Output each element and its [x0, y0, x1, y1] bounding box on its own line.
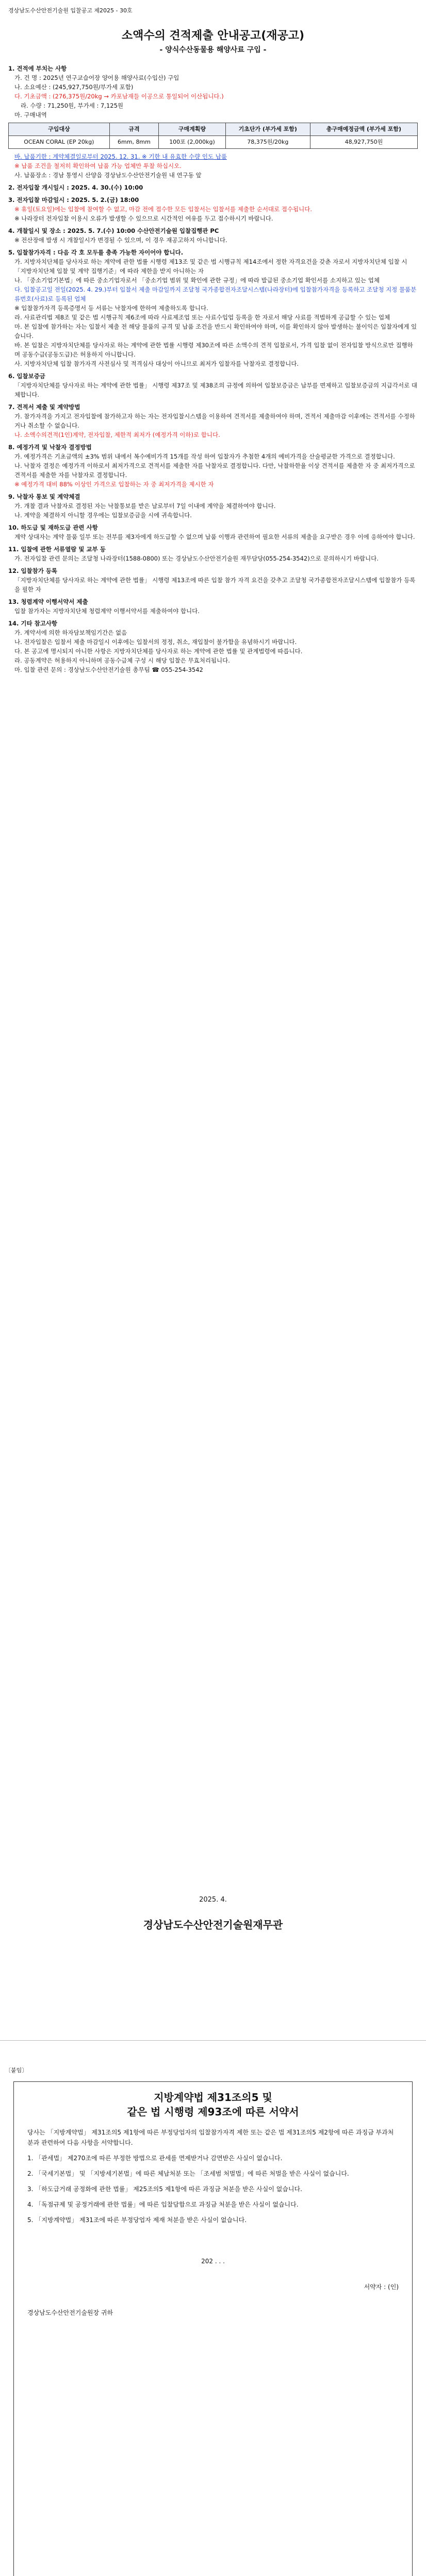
page-divider	[0, 2040, 426, 2041]
form-item: 2. 「국세기본법」 및 「지방세기본법」에 따른 체납처분 또는 「조세범 처벌법」에 따른 처벌을 받은 사실이 없습니다.	[27, 2170, 349, 2177]
table-header: 구매계획량	[159, 123, 226, 136]
notice-date: 2025. 4.	[199, 1896, 227, 1904]
pledge-form	[13, 2081, 413, 2576]
form-title-line: 지방계약법 제31조의5 및	[154, 2091, 272, 2104]
sec1-line: 다. 기초금액 : (276,375원/20kg → 카포남재들 이공으로 통일되어 이산됩니다.)	[14, 93, 224, 100]
sec1-note: ※ 납품 조건을 철저히 확인하여 납품 가능 업체만 투찰 하십시오.	[14, 162, 182, 170]
sec6-text: 「지방자치단체를 당사자로 하는 계약에 관한 법률」 시행령 제37조 및 제38조의 규정에 의하여 입찰보증금은 납부를 면제하고 입찰보증금의 지급각서로 대체합니다.	[14, 382, 417, 398]
table-cell: 48,927,750원	[310, 136, 417, 149]
purchase-table	[8, 123, 418, 149]
sec1-line: 나. 소요예산 : (245,927,750원/부가세 포함)	[14, 83, 134, 91]
sec5-extra: 마. 본 입찰에 참가하는 자는 입찰서 제출 전 해당 물품의 규격 및 납품 조건을 반드시 확인하여야 하며, 이를 확인하지 않아 발생하는 불이익은 입찰자에게 있습니다.	[14, 323, 417, 340]
sec1-note: 바. 납품기한 : 계약체결일로부터 2025. 12. 31. ※ 기한 내 유효한 수량 인도 납품	[14, 153, 227, 160]
form-item: 5. 「지방계약법」 제31조에 따른 부정당업자 제재 처분을 받은 사실이 없습니다.	[27, 2216, 247, 2224]
section-5-heading: 5. 입찰참가자격 : 다음 각 호 모두를 충족 가능한 자이어야 합니다.	[8, 249, 184, 256]
form-item: 1. 「관세법」 제270조에 따른 부정한 방법으로 관세를 면제받거나 감면받은 사실이 없습니다.	[27, 2155, 283, 2162]
sec5-item: 나. 「중소기업기본법」에 따른 중소기업자로서 「중소기업 범위 및 확인에 관한 규정」에 따라 발급된 중소기업 확인서를 소지하고 있는 업체	[14, 277, 380, 284]
section-8-heading: 8. 예정가격 및 낙찰자 결정방법	[8, 444, 92, 451]
sec14-item: 다. 본 공고에 명시되지 아니한 사항은 지방자치단체를 당사자로 하는 계약에 관한 법률 및 관계법령에 따릅니다.	[14, 648, 303, 655]
table-header: 총구매예정금액 (부가세 포함)	[310, 123, 417, 136]
sec11-text: 가. 전자입찰 관련 문의는 조달청 나라장터(1588-0800) 또는 경상남도수산안전기술원 재무담당(055-254-3542)으로 문의하시기 바랍니다.	[14, 555, 379, 562]
form-item: 3. 「하도급거래 공정화에 관한 법률」 제25조의5 제1항에 따른 과징금 처분을 받은 사실이 없습니다.	[27, 2185, 302, 2193]
section-3-heading: 3. 전자입찰 마감일시 : 2025. 5. 2.(금) 18:00	[8, 196, 139, 204]
table-header: 규격	[109, 123, 158, 136]
sec7-item: 나. 소액수의견적(1인)계약, 전자입찰, 제한적 최저가 (예정가격 이하)로 합니다.	[14, 431, 220, 438]
attachment-tag: 〔붙임〕	[5, 2067, 28, 2074]
sec8-note: ※ 예정가격 대비 88% 이상인 가격으로 입찰하는 자 중 최저가격을 제시한 자	[14, 481, 214, 488]
section-1-heading: 1. 견적에 부치는 사항	[8, 65, 67, 72]
section-7-heading: 7. 견적서 제출 및 계약방법	[8, 403, 80, 411]
sec1-line: 라. 수량 : 71,250원, 부가세 : 7,125원	[21, 102, 124, 109]
section-4-heading: 4. 개찰일시 및 장소 : 2025. 5. 7.(수) 10:00 수산안전기술원 입찰집행관 PC	[8, 227, 219, 234]
sec14-item: 마. 입찰 관련 문의 : 경상남도수산안전기술원 총무팀 ☎ 055-254-3542	[14, 666, 203, 673]
form-signer: 서약자 : (인)	[364, 2283, 399, 2291]
form-title	[27, 2090, 399, 2119]
page-title: 소액수의 견적제출 안내공고(재공고)	[121, 29, 305, 42]
table-cell: 6mm, 8mm	[109, 136, 158, 149]
sec5-extra: 바. 본 입찰은 지방자치단체를 당사자로 하는 계약에 관한 법률 시행령 제30조에 따른 소액수의 견적 입찰로서, 가격 입찰 없이 전자입찰 방식으로만 집행하며 공동수급(공동도급)은 허용하지 아니합니다.	[14, 342, 413, 358]
section-9-heading: 9. 낙찰자 통보 및 계약체결	[8, 493, 80, 500]
section-11-heading: 11. 입찰에 관한 서류열람 및 교부 등	[8, 546, 106, 553]
sec12-text: 「지방자치단체를 당사자로 하는 계약에 관한 법률」 시행령 제13조에 따른 입찰 참가 자격 요건을 갖추고 조달청 국가종합전자조달시스템에 입찰참가 등록을 필한 자	[14, 577, 416, 593]
section-14-heading: 14. 기타 참고사항	[8, 620, 58, 627]
sec14-item: 나. 전자입찰은 입찰서 제출 마감일시 이후에는 입찰서의 정정, 취소, 재입찰이 불가함을 유념하시기 바랍니다.	[14, 638, 297, 646]
sec5-item: 가. 지방자치단체를 당사자로 하는 계약에 관한 법률 시행령 제13조 및 같은 법 시행규칙 제14조에서 정한 자격요건을 갖춘 자로서 지방자치단체 입찰 시 「지방자치단체 입찰 및 계약 집행기준」에 따라 제한을 받지 아니하는 자	[14, 258, 407, 275]
section-13-heading: 13. 청렴계약 이행서약서 제출	[8, 598, 88, 605]
table-row	[9, 136, 418, 149]
form-date: 202 . . .	[201, 2258, 225, 2265]
sec1-note: 사. 납품장소 : 경남 통영시 산양읍 경상남도수산안전기술원 내 연구동 앞	[14, 172, 202, 179]
section-6-heading: 6. 입찰보증금	[8, 372, 45, 380]
form-item: 4. 「독점규제 및 공정거래에 관한 법률」에 따른 입찰담합으로 과징금 처분을 받은 사실이 없습니다.	[27, 2201, 299, 2208]
sec7-item: 가. 참가자격을 가지고 전자입찰에 참가하고자 하는 자는 전자입찰시스템을 이용하여 견적서를 제출하여야 하며, 견적서 제출마감 이후에는 견적서를 수정하거나 취소할 수 없습니다.	[14, 413, 415, 429]
sec9-item: 나. 계약을 체결하지 아니할 경우에는 입찰보증금을 시에 귀속합니다.	[14, 512, 192, 519]
sec3-line: ※ 나라장터 전자입찰 이용시 오류가 발생할 수 있으므로 시간적인 여유를 두고 접수하시기 바랍니다.	[14, 215, 273, 222]
sec5-extra: 사. 지방자치단체 입찰 참가자격 사전심사 및 적격심사 대상이 아니므로 최저가 입찰자를 낙찰자로 결정합니다.	[14, 360, 299, 367]
section-12-heading: 12. 입찰참가 등록	[8, 567, 58, 574]
table-cell: 100포 (2,000kg)	[159, 136, 226, 149]
sec5-note: ※ 입찰참가자격 등록증명서 등 서류는 낙찰자에 한하여 제출하도록 합니다.	[14, 304, 208, 312]
table-cell: OCEAN CORAL (EP 20kg)	[9, 136, 110, 149]
sec14-item: 가. 계약서에 의한 하자담보책임기간은 없음	[14, 629, 127, 636]
sec13-text: 입찰 참가자는 지방자치단체 청렴계약 이행서약서를 제출하여야 합니다.	[14, 607, 200, 615]
form-title-line: 같은 법 시행령 제93조에 따른 서약서	[127, 2106, 299, 2118]
sec1-line: 가. 건 명 : 2025년 연구교습어장 양어용 해양사료(수입산) 구입	[14, 74, 179, 81]
sec4-line: ※ 전산장애 발생 시 개찰일시가 변경될 수 있으며, 이 경우 재공고하지 아니합니다.	[14, 236, 227, 244]
sec8-item: 나. 낙찰자 결정은 예정가격 이하로서 최저가격으로 견적서를 제출한 자를 낙찰자로 결정합니다. 다만, 낙찰하한율 이상 견적서를 제출한 자 중 최저가격으로 견적서를 제출한 자를 낙찰자로 결정합니다.	[14, 462, 415, 479]
table-header: 구입대상	[9, 123, 110, 136]
sec3-line: ※ 휴일(토요일)에는 입찰에 참여할 수 없고, 마감 전에 접수한 모든 입찰서는 입찰서를 제출한 순서대로 접수됩니다.	[14, 206, 312, 213]
form-intro: 당사는 「지방계약법」 제31조의5 제1항에 따른 부정당업자의 입찰참가자격 제한 또는 같은 법 제31조의5 제2항에 따른 과징금 부과처분과 관련하여 다음 사항을 서약합니다.	[27, 2129, 394, 2146]
sec5-extra: 라. 사료관리법 제8조 및 같은 법 시행규칙 제6조에 따라 사료제조업 또는 사료수입업 등록을 한 자로서 해당 사료를 적법하게 공급할 수 있는 업체	[14, 314, 390, 321]
page-subtitle: - 양식수산동물용 해양사료 구입 -	[159, 46, 267, 54]
sec10-text: 계약 상대자는 계약 물품 일부 또는 전부를 제3자에게 하도급할 수 없으며 납품 이행과 관련하여 필요한 서류의 제출을 요구받은 경우 이에 응하여야 합니다.	[14, 533, 415, 540]
section-10-heading: 10. 하도급 및 재하도급 관련 사항	[8, 524, 98, 531]
sec8-item: 가. 예정가격은 기초금액의 ±3% 범위 내에서 복수예비가격 15개를 작성 하여 입찰자가 추첨한 4개의 예비가격을 산술평균한 가격으로 결정합니다.	[14, 453, 395, 460]
issuer-name: 경상남도수산안전기술원재무관	[143, 1919, 283, 1931]
table-header: 기초단가 (부가세 포함)	[225, 123, 310, 136]
sec1-line: 마. 구매내역	[14, 111, 47, 118]
section-1	[8, 61, 418, 674]
form-addressee: 경상남도수산안전기술원장 귀하	[27, 2309, 113, 2316]
sec9-item: 가. 개찰 결과 낙찰자로 결정된 자는 낙찰통보를 받은 날로부터 7일 이내에 계약을 체결하여야 합니다.	[14, 502, 276, 510]
section-2-heading: 2. 전자입찰 개시일시 : 2025. 4. 30.(수) 10:00	[8, 184, 143, 191]
table-cell: 78,375원/20kg	[225, 136, 310, 149]
sec14-item: 라. 공동계약은 허용하지 아니하며 공동수급체 구성 시 해당 입찰은 무효처리됩니다.	[14, 657, 230, 664]
announce-number: 경상남도수산안전기술원 입찰공고 제2025 - 30호	[8, 7, 133, 14]
sec5-item: 다. 입찰공고일 전일(2025. 4. 29.)부터 입찰서 제출 마감일까지 조달청 국가종합전자조달시스템(나라장터)에 입찰참가자격을 등록하고 조달청 지정 물품분류번호(사료)로 등록된 업체	[14, 286, 417, 302]
